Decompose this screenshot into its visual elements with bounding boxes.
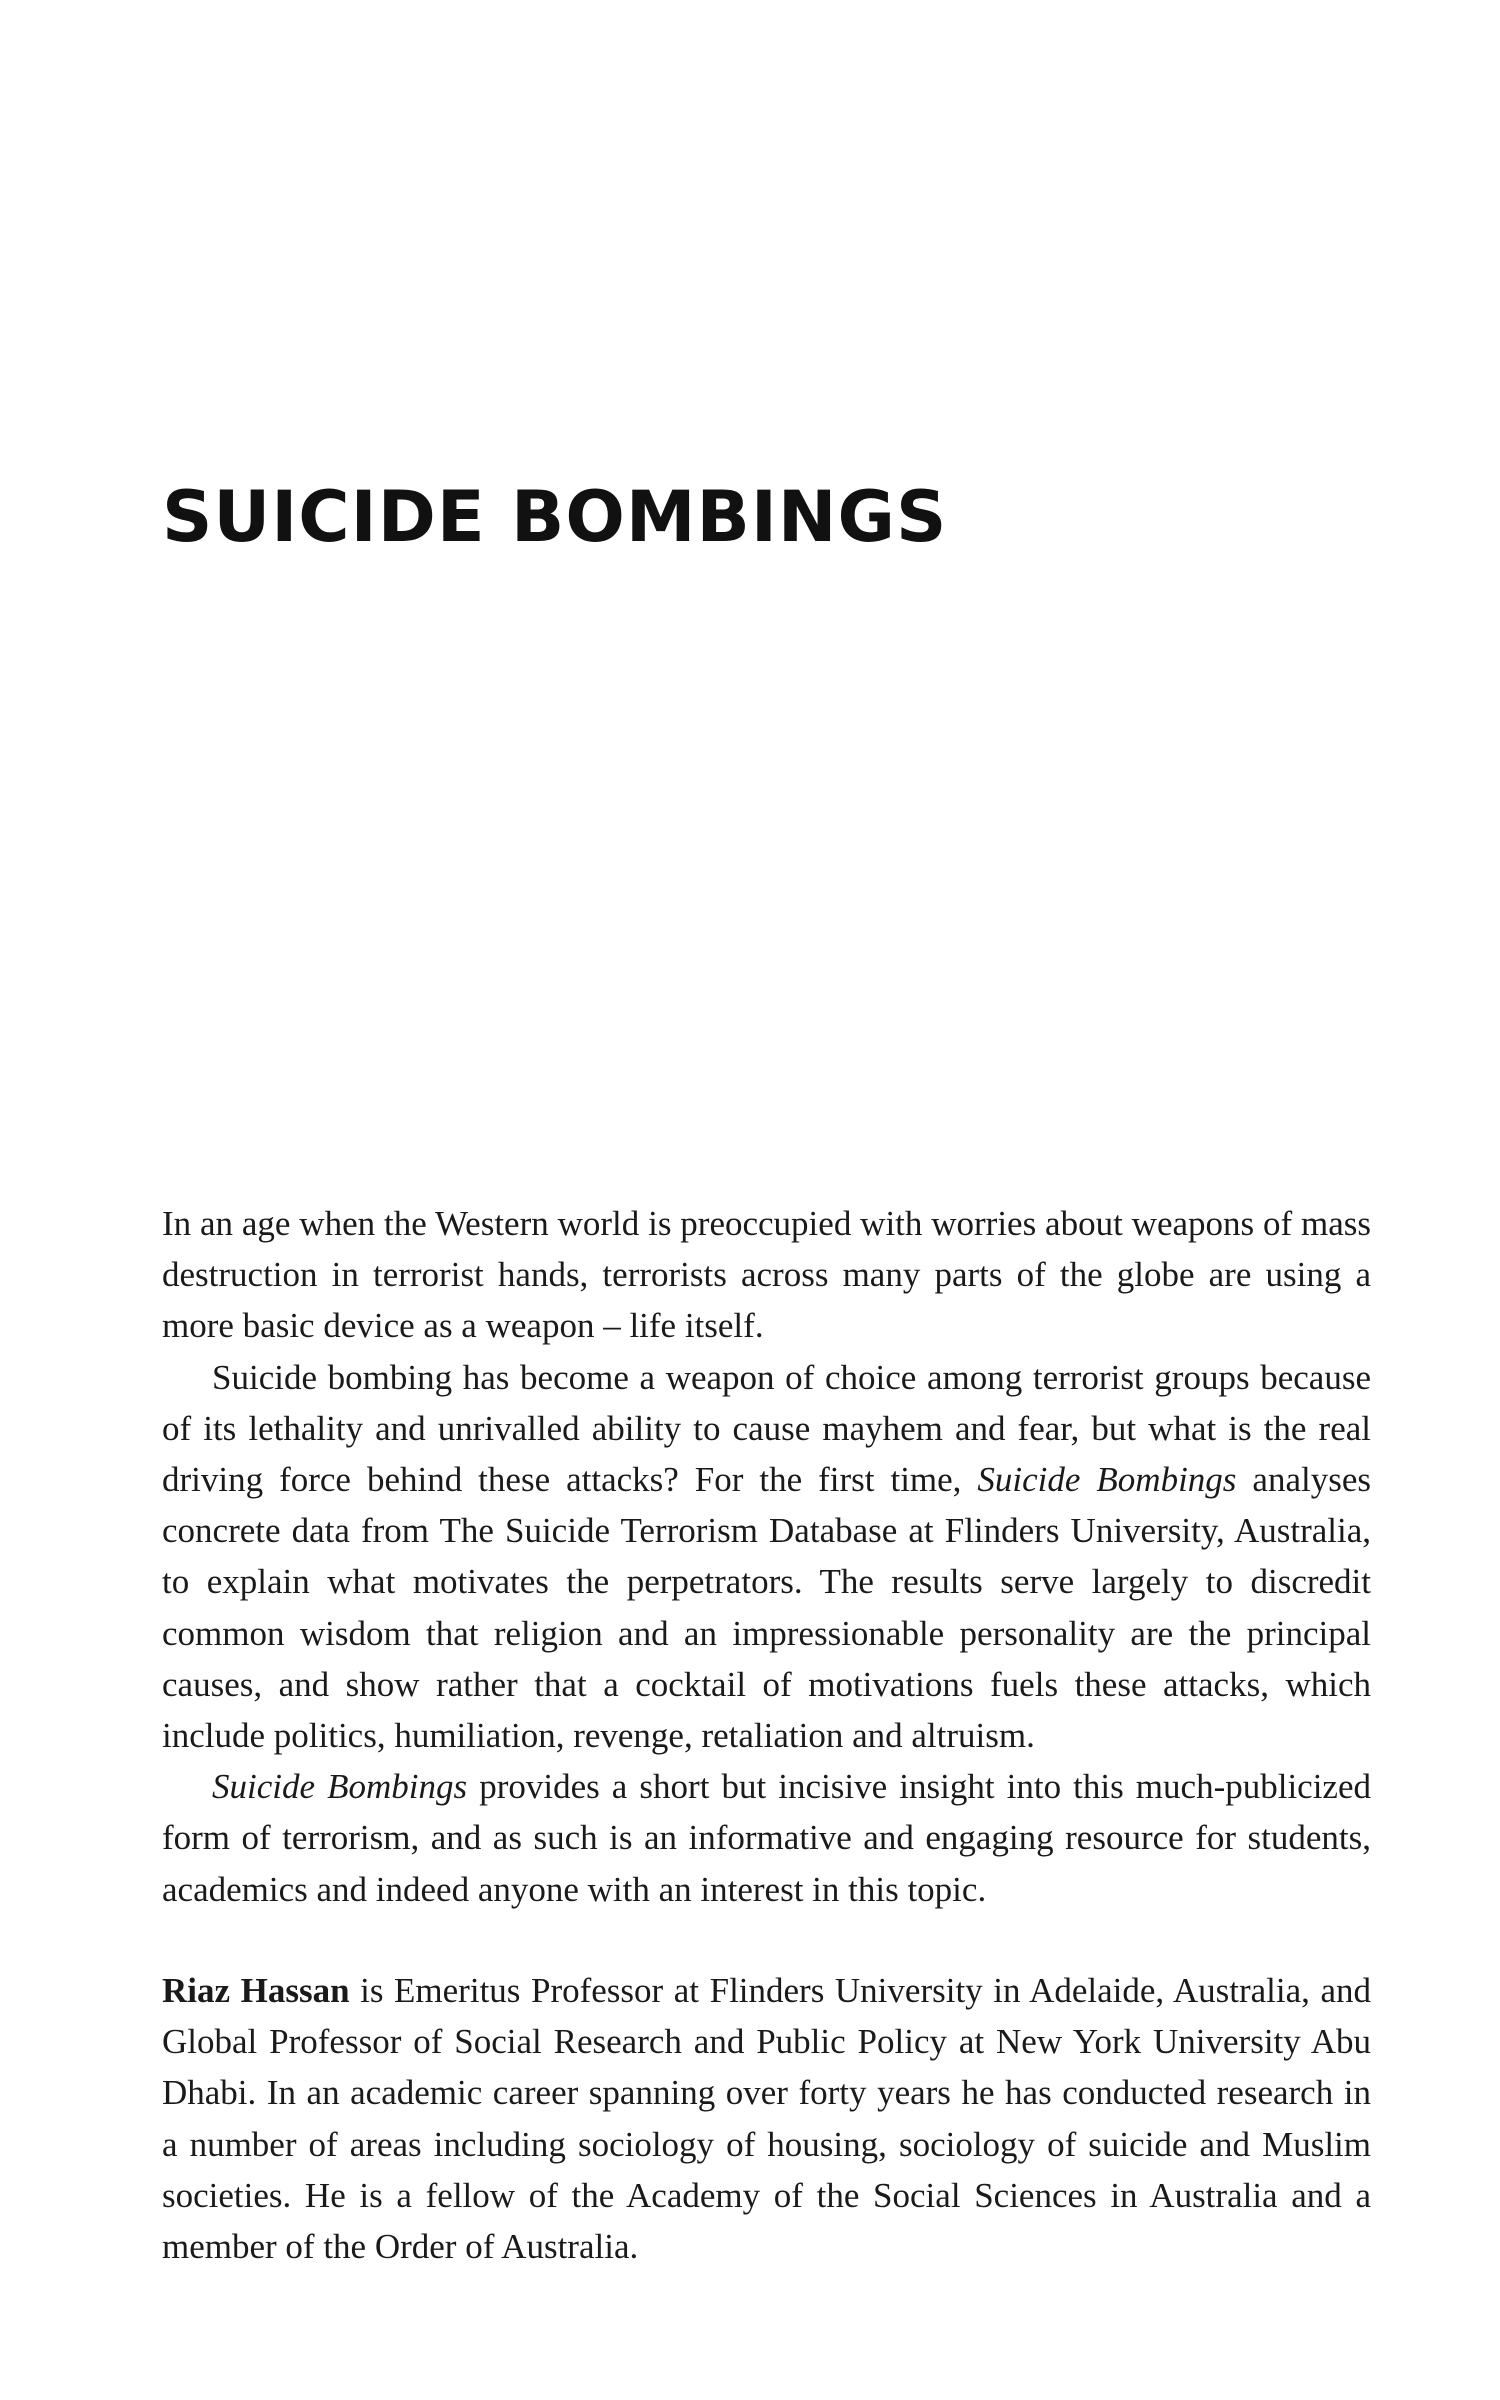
book-title-italic: Suicide Bombings — [977, 1460, 1237, 1500]
blurb-paragraph-1: In an age when the Western world is preoccupied with worries about weapons of mass destruction in terrorist hands, terrorists across many parts of the globe are using a more basic device as a weapon – life itself. — [162, 1204, 1371, 1346]
author-bio — [162, 1965, 1371, 2272]
author-bio-paragraph — [162, 1965, 1371, 2272]
book-blurb — [162, 1198, 1371, 1915]
blurb-paragraph-2 — [162, 1352, 1371, 1762]
book-title: SUICIDE BOMBINGS — [162, 476, 948, 558]
blurb-paragraph-3-text: provides a short but incisive insight into this much-publicized form of terrorism, and as such is an informative and engaging resource for students, academics and indeed anyone with an interest in this topic. — [162, 1767, 1371, 1909]
blurb-paragraph-3 — [162, 1761, 1371, 1915]
book-title-italic: Suicide Bombings — [212, 1767, 468, 1807]
author-bio-text: is Emeritus Professor at Flinders University in Adelaide, Australia, and Global Professor of Social Research and Public Policy at New York University Abu Dhabi. In an academic career spanning over forty years he has conducted research in a number of areas including sociology of housing, sociology of suicide and Muslim societies. He is a fellow of the Academy of the Social Sciences in Australia and a member of the Order of Australia. — [162, 1971, 1371, 2267]
blurb-paragraph-2-text-b: analyses concrete data from The Suicide Terrorism Database at Flinders University, Australia, to explain what motivates the perpetrators. The results serve largely to discredit common wisdom that religion and an impressionable personality are the principal causes, and show rather that a cocktail of motivations fuels these attacks, which include politics, humiliation, revenge, retaliation and altruism. — [162, 1460, 1371, 1756]
blurb-paragraph-2-text-a: Suicide bombing has become a weapon of choice among terrorist groups because of its lethality and unrivalled ability to cause mayhem and fear, but what is the real driving force behind these attacks? For the first time, — [162, 1357, 1371, 1500]
author-name: Riaz Hassan — [162, 1971, 350, 2010]
